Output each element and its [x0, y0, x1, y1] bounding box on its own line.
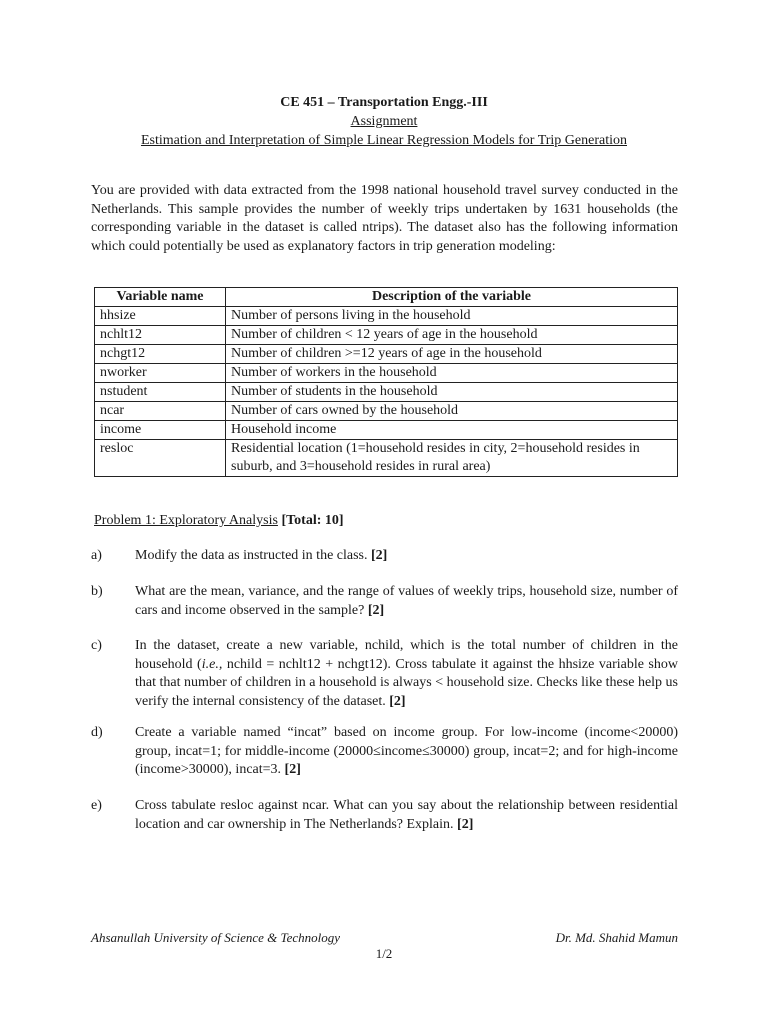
variable-description: Number of workers in the household	[226, 364, 678, 383]
question-label: c)	[91, 638, 102, 653]
question-text: What are the mean, variance, and the range of values of weekly trips, household size, number of cars and income observed in the sample?	[135, 584, 678, 618]
page-number: 1/2	[375, 946, 393, 961]
table-row	[95, 440, 678, 477]
variable-name: nworker	[95, 364, 226, 383]
variable-description: Residential location (1=household resides in city, 2=household resides in suburb, and 3=household resides in rural area)	[226, 440, 678, 477]
table-row	[95, 307, 678, 326]
question-b	[91, 583, 678, 620]
variable-name: resloc	[95, 440, 226, 477]
question-label: b)	[91, 584, 103, 599]
document-header	[0, 94, 768, 151]
table-row	[95, 383, 678, 402]
variable-description: Number of cars owned by the household	[226, 402, 678, 421]
variable-description: Number of children >=12 years of age in the household	[226, 345, 678, 364]
question-e	[91, 797, 678, 834]
question-c	[91, 637, 678, 711]
question-marks: [2]	[371, 548, 388, 563]
problem-title: Problem 1: Exploratory Analysis	[94, 513, 278, 528]
course-title: CE 451 – Transportation Engg.-III	[280, 95, 488, 110]
question-marks: [2]	[457, 816, 474, 832]
assignment-subtitle: Estimation and Interpretation of Simple Linear Regression Models for Trip Generation	[140, 133, 627, 148]
footer-institution: Ahsanullah University of Science & Technology	[91, 930, 340, 945]
question-marks: [2]	[389, 693, 406, 709]
table-header-row	[95, 288, 678, 307]
document-type: Assignment	[350, 114, 418, 129]
variable-name: income	[95, 421, 226, 440]
question-text: Modify the data as instructed in the class.	[135, 548, 368, 563]
header-variable-name: Variable name	[95, 288, 226, 307]
variable-name: nchgt12	[95, 345, 226, 364]
question-marks: [2]	[367, 602, 385, 618]
variable-name: nstudent	[95, 383, 226, 402]
question-label: a)	[91, 548, 102, 563]
table-row	[95, 402, 678, 421]
variables-table	[94, 287, 678, 477]
variable-description: Number of persons living in the household	[226, 307, 678, 326]
question-d	[91, 724, 678, 780]
variable-description: Number of children < 12 years of age in the household	[226, 326, 678, 345]
variable-name: hhsize	[95, 307, 226, 326]
intro-paragraph: You are provided with data extracted from the 1998 national household travel survey conducted in the Netherlands. This sample provides the number of weekly trips undertaken by 1631 households (the corresponding variable in the dataset is called ntrips). The dataset also has the following information which could potentially be used as explanatory factors in trip generation modeling:	[91, 183, 678, 254]
question-text: Create a variable named “incat” based on income group. For low-income (income<20000) group, incat=1; for middle-income (20000≤income≤30000) group, incat=2; and for high-income (income>30000), incat=3.	[135, 725, 678, 777]
question-label: e)	[91, 798, 102, 813]
question-text-post: nchild = nchlt12 + nchgt12). Cross tabulate it against the hhsize variable show that that number of children in a household is always < household size. Checks like these help us verify the internal consistency of the dataset.	[135, 656, 678, 709]
variable-description: Household income	[226, 421, 678, 440]
table-row	[95, 421, 678, 440]
header-description: Description of the variable	[226, 288, 678, 307]
table-row	[95, 364, 678, 383]
question-text-italic: i.e.,	[201, 656, 223, 672]
question-text-pre: In the dataset, create a new variable, nchild, which is the total number of children in the household (	[135, 638, 678, 672]
question-a	[91, 547, 678, 566]
variable-description: Number of students in the household	[226, 383, 678, 402]
question-marks: [2]	[284, 762, 301, 777]
problem-total-marks: [Total: 10]	[281, 513, 344, 528]
question-text: Cross tabulate resloc against ncar. What can you say about the relationship between residential location and car ownership in The Netherlands? Explain.	[135, 798, 678, 832]
variable-name: ncar	[95, 402, 226, 421]
table-row	[95, 326, 678, 345]
variable-name: nchlt12	[95, 326, 226, 345]
problem-heading	[94, 512, 344, 531]
table-row	[95, 345, 678, 364]
question-label: d)	[91, 725, 103, 740]
footer-author: Dr. Md. Shahid Mamun	[555, 930, 678, 945]
